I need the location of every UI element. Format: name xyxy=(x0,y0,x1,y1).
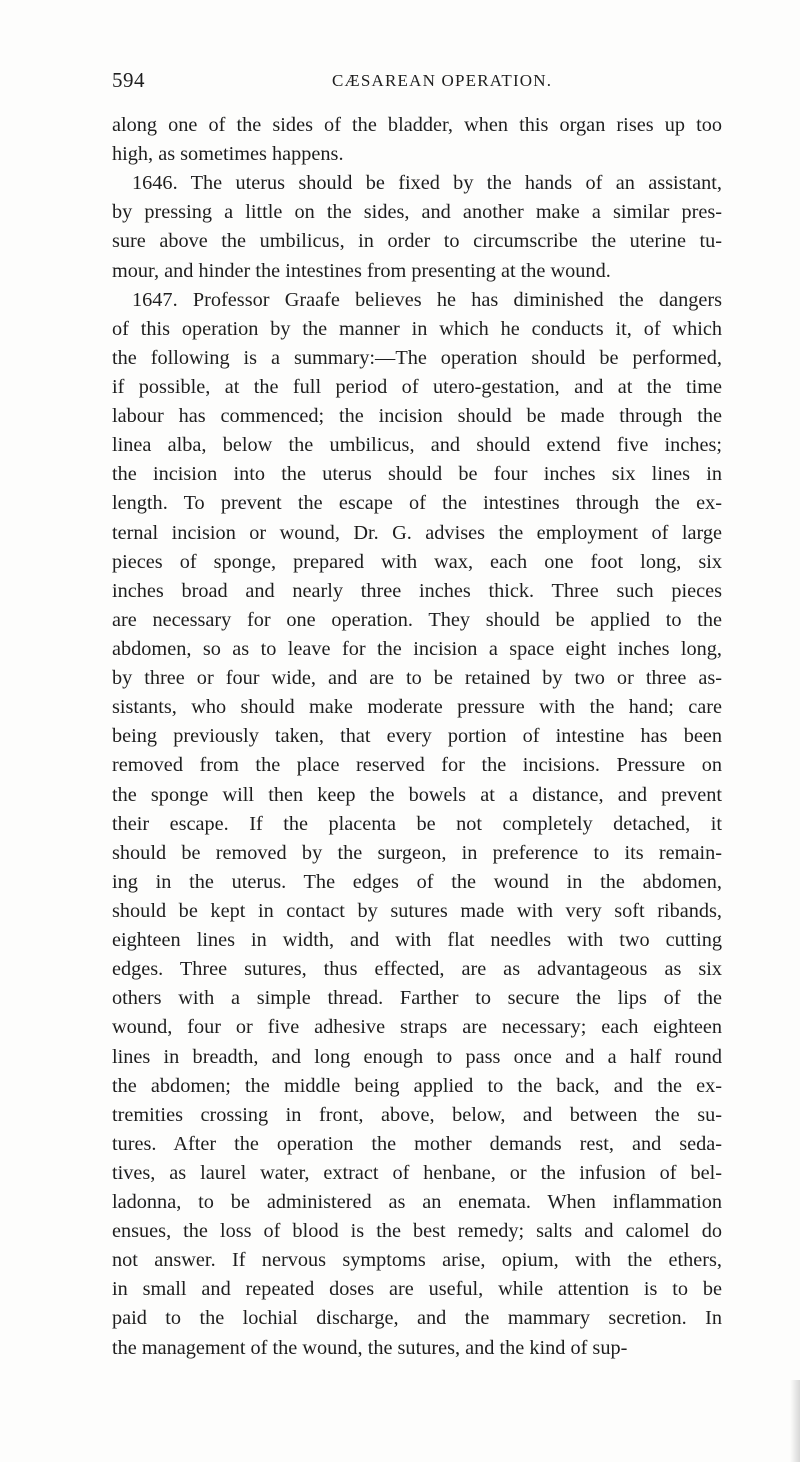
text-line: linea alba, below the umbilicus, and should extend five inches; xyxy=(112,434,722,457)
text-line: should be kept in contact by sutures made with very soft ribands, xyxy=(112,899,722,922)
page-edge-shadow xyxy=(790,1380,800,1462)
text-line: tives, as laurel water, extract of henbane, or the infusion of bel- xyxy=(112,1161,722,1184)
body-text xyxy=(112,111,722,1363)
text-line: eighteen lines in width, and with flat needles with two cutting xyxy=(112,929,722,952)
running-head: CÆSAREAN OPERATION. xyxy=(332,71,553,90)
text-line: tremities crossing in front, above, below, and between the su- xyxy=(112,1103,722,1126)
text-line: high, as sometimes happens. xyxy=(112,143,344,166)
text-line: along one of the sides of the bladder, when this organ rises up too xyxy=(112,114,722,136)
text-line: others with a simple thread. Farther to secure the lips of the xyxy=(112,987,722,1010)
text-line: ternal incision or wound, Dr. G. advises the employment of large xyxy=(112,521,722,544)
page-header xyxy=(112,68,712,96)
text-line: ensues, the loss of blood is the best remedy; salts and calomel do xyxy=(112,1220,722,1243)
text-line: tures. After the operation the mother demands rest, and seda- xyxy=(112,1132,722,1155)
text-line: should be removed by the surgeon, in preference to its remain- xyxy=(112,841,722,864)
text-line: by three or four wide, and are to be retained by two or three as- xyxy=(112,667,722,690)
text-line: in small and repeated doses are useful, while attention is to be xyxy=(112,1278,722,1301)
text-line: sistants, who should make moderate pressure with the hand; care xyxy=(112,696,722,719)
text-line: the sponge will then keep the bowels at a distance, and prevent xyxy=(112,783,722,806)
text-line: being previously taken, that every portion of intestine has been xyxy=(112,725,722,748)
text-line: not answer. If nervous symptoms arise, opium, with the ethers, xyxy=(112,1249,722,1272)
text-line: if possible, at the full period of utero-gestation, and at the time xyxy=(112,375,722,398)
text-line: sure above the umbilicus, in order to circumscribe the uterine tu- xyxy=(112,230,722,253)
text-line: paid to the lochial discharge, and the mammary secretion. In xyxy=(112,1307,722,1330)
text-line: labour has commenced; the incision should be made through the xyxy=(112,405,722,428)
text-line: mour, and hinder the intestines from presenting at the wound. xyxy=(112,259,611,282)
text-line: are necessary for one operation. They should be applied to the xyxy=(112,608,722,631)
text-line: the abdomen; the middle being applied to the back, and the ex- xyxy=(112,1074,722,1097)
text-line: ing in the uterus. The edges of the wound in the abdomen, xyxy=(112,870,722,893)
text-line: abdomen, so as to leave for the incision a space eight inches long, xyxy=(112,637,722,660)
page-number: 594 xyxy=(112,68,145,92)
text-line: edges. Three sutures, thus effected, are as advantageous as six xyxy=(112,958,722,981)
text-line: inches broad and nearly three inches thick. Three such pieces xyxy=(112,579,722,602)
text-line: ladonna, to be administered as an enemata. When inflammation xyxy=(112,1191,722,1214)
text-line: by pressing a little on the sides, and another make a similar pres- xyxy=(112,201,722,224)
text-line: the incision into the uterus should be four inches six lines in xyxy=(112,463,722,486)
text-line: pieces of sponge, prepared with wax, each one foot long, six xyxy=(112,550,722,573)
text-line: removed from the place reserved for the incisions. Pressure on xyxy=(112,754,722,777)
paragraph-1646-start: 1646. The uterus should be fixed by the hands of an assistant, xyxy=(132,172,722,195)
text-line: length. To prevent the escape of the intestines through the ex- xyxy=(112,492,722,515)
text-line: the following is a summary:—The operation should be performed, xyxy=(112,346,722,369)
text-line: of this operation by the manner in which he conducts it, of which xyxy=(112,317,722,340)
paragraph-1647-start: 1647. Professor Graafe believes he has diminished the dangers xyxy=(132,288,722,311)
text-line: wound, four or five adhesive straps are necessary; each eighteen xyxy=(112,1016,722,1039)
text-line: the management of the wound, the sutures, and the kind of sup- xyxy=(112,1336,628,1359)
text-line: their escape. If the placenta be not completely detached, it xyxy=(112,812,722,835)
text-line: lines in breadth, and long enough to pass once and a half round xyxy=(112,1045,722,1068)
